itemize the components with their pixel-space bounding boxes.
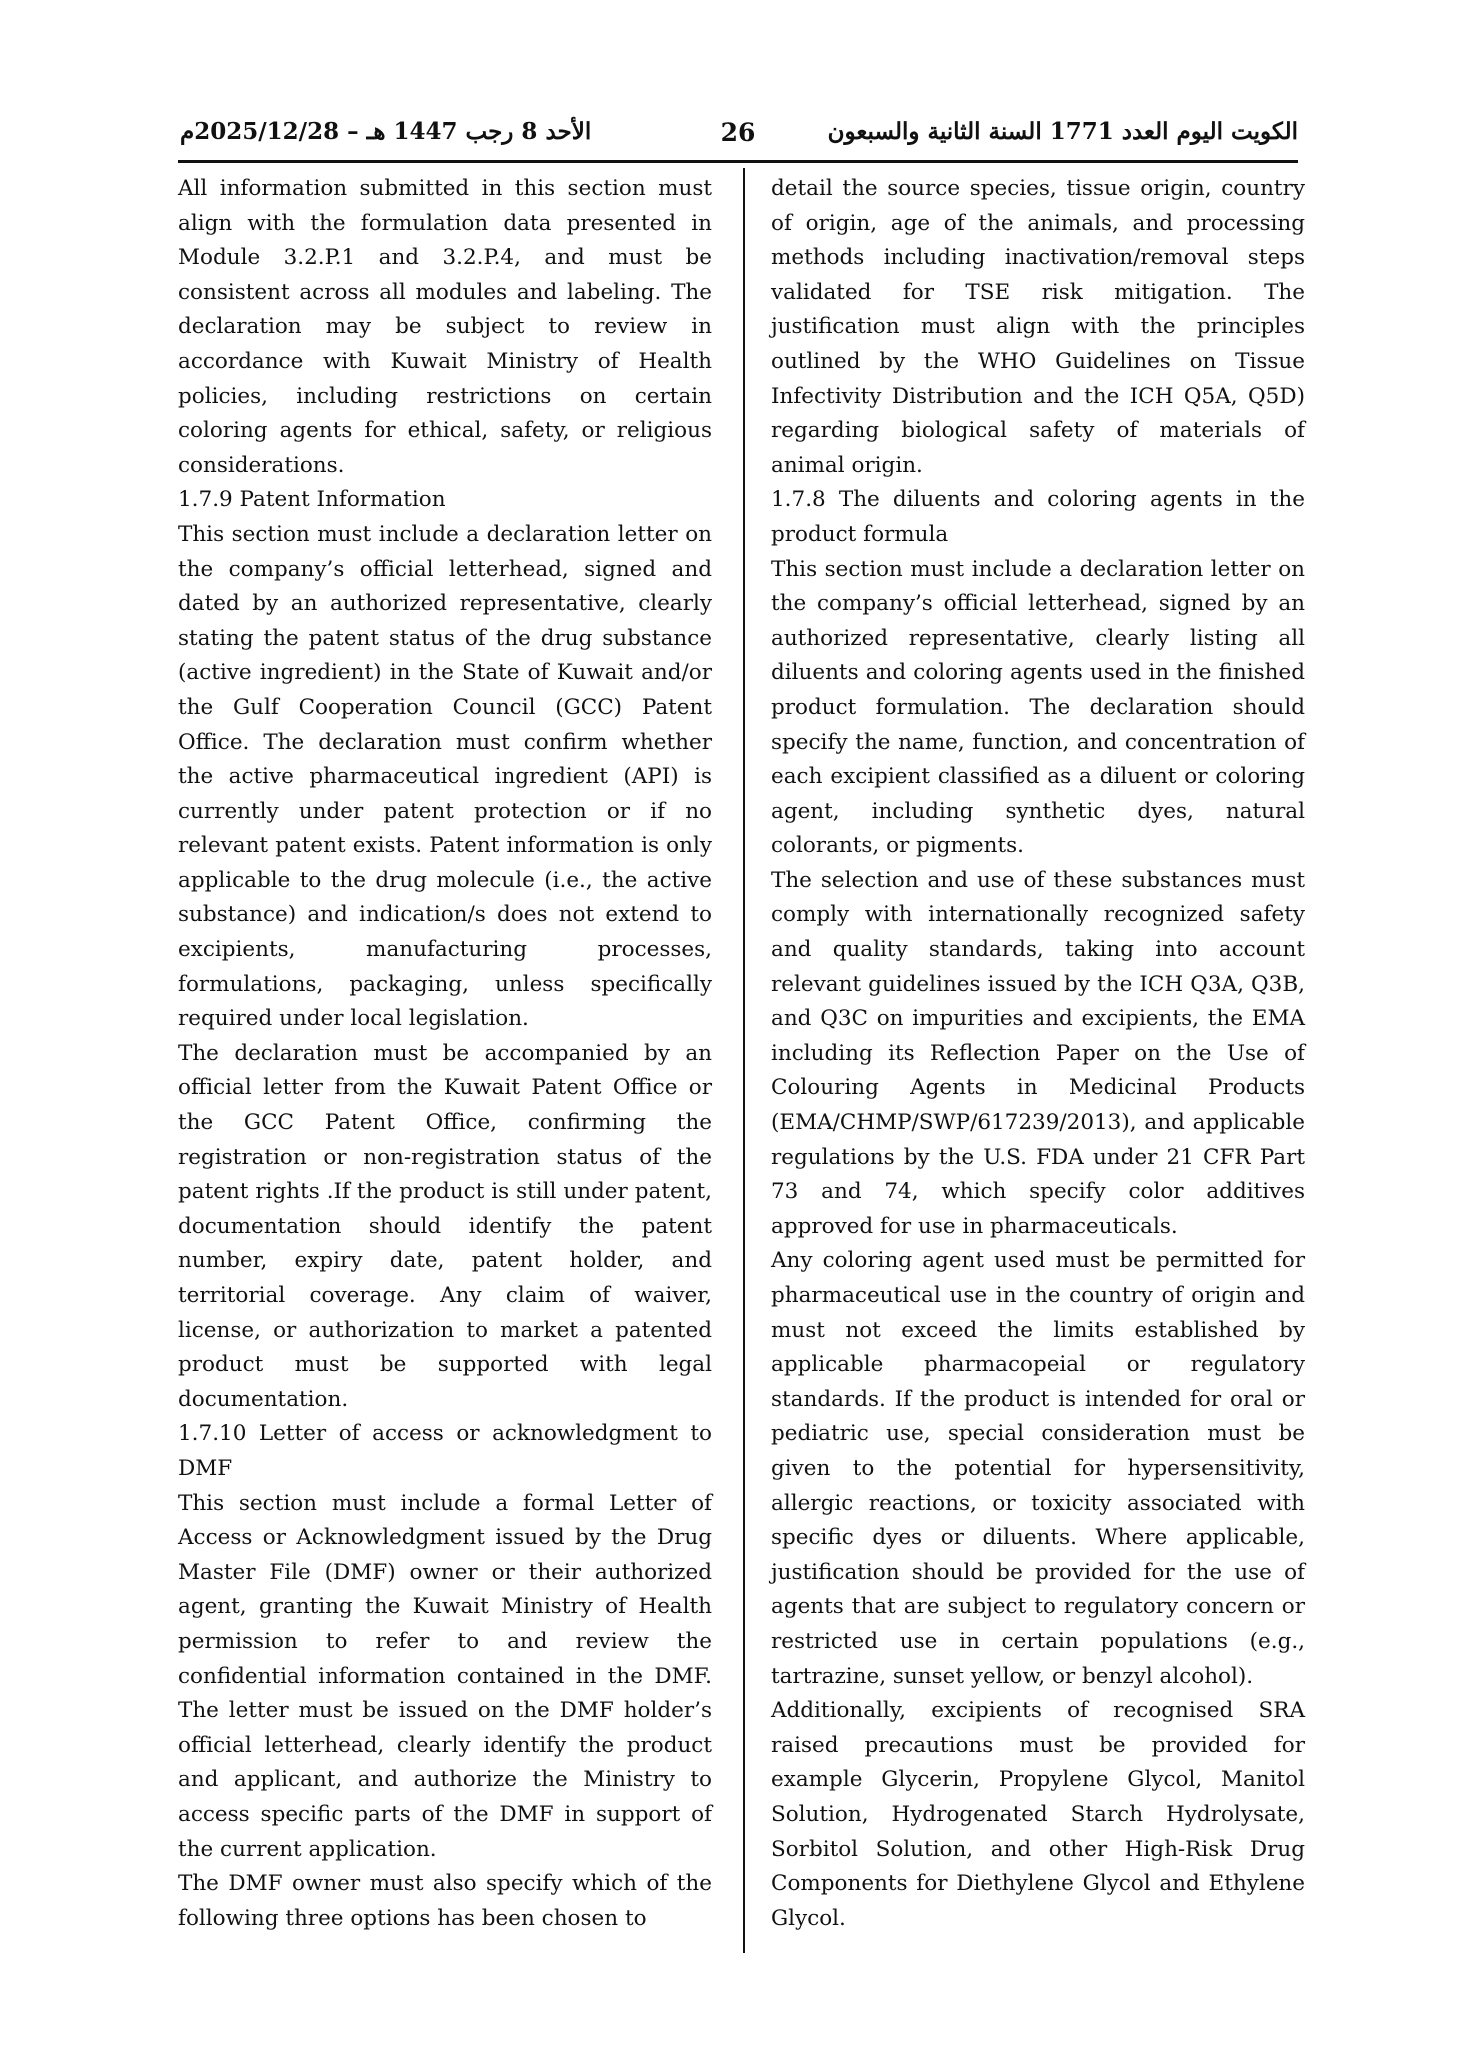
- paragraph-tse-justification: detail the source species, tissue origin, country of origin, age of the animals, and processing methods including inactivation/removal steps validated for TSE risk mitigation. The justification must align with the principles outlined by the WHO Guidelines on Tissue Infectivity Distribution and the ICH Q5A, Q5D) regarding biological safety of materials of animal origin.: [771, 176, 1305, 478]
- paragraph-dmf-options: The DMF owner must also specify which of the following three options has been chosen to: [178, 1871, 712, 1931]
- paragraph-sra-excipients: Additionally, excipients of recognised SRA raised precautions must be provided for example Glycerin, Propylene Glycol, Manitol Solution, Hydrogenated Starch Hydrolysate, Sorbitol Solution, and other High-Risk Drug Components for Diethylene Glycol and Ethylene Glycol.: [771, 1698, 1305, 1931]
- page-number: 26: [720, 118, 756, 147]
- heading-dmf-letter: 1.7.10 Letter of access or acknowledgment to DMF: [178, 1421, 712, 1481]
- paragraph-diluents-declaration: This section must include a declaration letter on the company’s official letterhead, signed by an authorized representative, clearly listing all diluents and coloring agents used in the finished product formulation. The declaration should specify the name, function, and concentration of each excipient classified as a diluent or coloring agent, including synthetic dyes, natural colorants, or pigments.: [771, 556, 1305, 859]
- right-column: [771, 172, 1305, 1936]
- paragraph-dmf-letter: This section must include a formal Letter of Access or Acknowledgment issued by the Drug Master File (DMF) owner or their authorized agent, granting the Kuwait Ministry of Health permission to refer to and review the confidential information contained in the DMF. The letter must be issued on the DMF holder’s official letterhead, clearly identify the product and applicant, and authorize the Ministry to access specific parts of the DMF in support of the current application.: [178, 1490, 712, 1862]
- header-rule: [178, 160, 1298, 163]
- paragraph-patent-office-letter: The declaration must be accompanied by an official letter from the Kuwait Patent Office or the GCC Patent Office, confirming the registration or non-registration status of the patent rights .If the product is still under patent, documentation should identify the patent number, expiry date, patent holder, and territorial coverage. Any claim of waiver, license, or authorization to market a patented product must be supported with legal documentation.: [178, 1040, 712, 1412]
- header-date: الأحد 8 رجب 1447 هـ – 2025/12/28م: [180, 118, 592, 145]
- paragraph-patent-declaration: This section must include a declaration letter on the company’s official letterhead, signed and dated by an authorized representative, clearly stating the patent status of the drug substance (active ingredient) in the State of Kuwait and/or the Gulf Cooperation Council (GCC) Patent Office. The declaration must confirm whether the active pharmaceutical ingredient (API) is currently under patent protection or if no relevant patent exists. Patent information is only applicable to the drug molecule (i.e., the active substance) and indication/s does not extend to excipients, manufacturing processes, formulations, packaging, unless specifically required under local legislation.: [178, 521, 712, 1032]
- paragraph-formulation-consistency: All information submitted in this section must align with the formulation data presented in Module 3.2.P.1 and 3.2.P.4, and must be consistent across all modules and labeling. The declaration may be subject to review in accordance with Kuwait Ministry of Health policies, including restrictions on certain coloring agents for ethical, safety, or religious considerations.: [178, 176, 712, 478]
- heading-patent-information: 1.7.9 Patent Information: [178, 487, 446, 513]
- page-header: [0, 118, 1476, 160]
- paragraph-standards-compliance: The selection and use of these substances must comply with internationally recognized safety and quality standards, taking into account relevant guidelines issued by the ICH Q3A, Q3B, and Q3C on impurities and excipients, the EMA including its Reflection Paper on the Use of Colouring Agents in Medicinal Products (EMA/CHMP/SWP/617239/2013), and applicable regulations by the U.S. FDA under 21 CFR Part 73 and 74, which specify color additives approved for use in pharmaceuticals.: [771, 867, 1305, 1239]
- column-divider: [743, 168, 745, 1953]
- left-column: [178, 172, 712, 1936]
- paragraph-coloring-agent-limits: Any coloring agent used must be permitted for pharmaceutical use in the country of origin and must not exceed the limits established by applicable pharmacopeial or regulatory standards. If the product is intended for oral or pediatric use, special consideration must be given to the potential for hypersensitivity, allergic reactions, or toxicity associated with specific dyes or diluents. Where applicable, justification should be provided for the use of agents that are subject to regulatory concern or restricted use in certain populations (e.g., tartrazine, sunset yellow, or benzyl alcohol).: [771, 1248, 1305, 1689]
- heading-diluents-coloring: 1.7.8 The diluents and coloring agents in the product formula: [771, 487, 1305, 547]
- header-publication: الكويت اليوم العدد 1771 السنة الثانية والسبعون: [827, 118, 1298, 145]
